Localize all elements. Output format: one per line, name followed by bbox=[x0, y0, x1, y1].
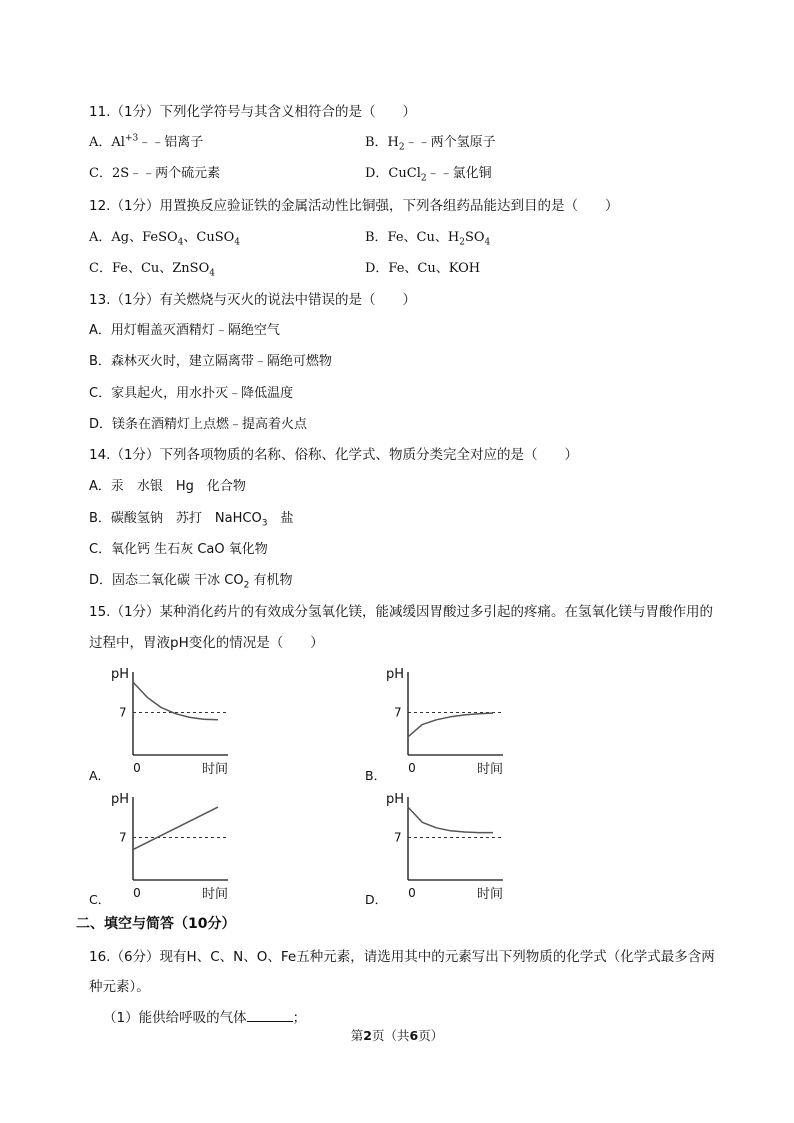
graph-b-letter: B． bbox=[365, 768, 387, 783]
q11-option-a: A．$Al^{+3}﹣﹣$铝离子 bbox=[89, 133, 204, 150]
q11-option-d: D．CuCl$_2$﹣﹣氯化铜 bbox=[365, 166, 492, 184]
graph-c-seven-label: 7 bbox=[119, 830, 127, 845]
q12-option-b: B．Fe、Cu、$H_2SO_4$ bbox=[365, 230, 491, 248]
q12-option-a: A．Ag、FeSO$_4$、CuSO$_4$ bbox=[89, 230, 241, 248]
graph-a-letter: A． bbox=[89, 768, 111, 783]
graph-a-x-label: 时间 bbox=[202, 762, 229, 777]
section-2-heading: 二、填空与简答（10分） bbox=[76, 916, 236, 932]
question-15-stem-line2: 过程中，胃液pH变化的情况是（ ） bbox=[89, 635, 324, 651]
q14-option-c: C．氧化钙 生石灰 CaO 氧化物 bbox=[89, 542, 268, 557]
question-15-stem-line1: 15.（1分）某种消化药片的有效成分氢氧化镁，能减缓因胃酸过多引起的疼痛。在氢氧化镁与胃酸作用的 bbox=[89, 604, 714, 620]
q14-option-b: B．碳酸氢钠 苏打 NaHCO$_3$ 盐 bbox=[89, 511, 294, 529]
graph-d-y-label: pH bbox=[386, 792, 405, 807]
graph-b-seven-label: 7 bbox=[394, 705, 402, 720]
question-16-stem-line1: 16.（6分）现有H、C、N、O、Fe五种元素，请选用其中的元素写出下列物质的化学式（化学式最多含两 bbox=[89, 949, 715, 965]
graph-b-curve bbox=[408, 713, 493, 737]
q13-option-c: C．家具起火，用水扑灭﹣降低温度 bbox=[89, 386, 294, 401]
graph-a-origin-label: 0 bbox=[133, 761, 141, 775]
question-14-stem: 14.（1分）下列各项物质的名称、俗称、化学式、物质分类完全对应的是（ ） bbox=[89, 447, 579, 463]
graph-b-origin-label: 0 bbox=[408, 761, 416, 775]
q11-option-b: B．$H_2﹣﹣$两个氢原子 bbox=[365, 135, 496, 153]
q11-option-c: C．2S﹣﹣两个硫元素 bbox=[89, 166, 221, 181]
graph-b-x-label: 时间 bbox=[477, 762, 504, 777]
q13-option-a: A．用灯帽盖灭酒精灯﹣隔绝空气 bbox=[89, 323, 280, 338]
graph-c-curve bbox=[133, 807, 218, 850]
graph-a-curve bbox=[133, 682, 218, 720]
graph-d-x-label: 时间 bbox=[477, 887, 504, 902]
q14-option-d: D．固态二氧化碳 干冰 $CO_2$ 有机物 bbox=[89, 573, 293, 591]
q13-option-d: D．镁条在酒精灯上点燃﹣提高着火点 bbox=[89, 417, 308, 432]
graph-a-y-label: pH bbox=[111, 667, 130, 682]
q12-option-d: D．Fe、Cu、KOH bbox=[365, 261, 481, 276]
graph-c-origin-label: 0 bbox=[133, 886, 141, 900]
graph-c-letter: C． bbox=[89, 892, 111, 907]
question-11-stem: 11.（1分）下列化学符号与其含义相符合的是（ ） bbox=[89, 104, 417, 120]
q14-option-a: A．汞 水银 Hg 化合物 bbox=[89, 479, 246, 494]
graph-d-letter: D． bbox=[365, 892, 388, 907]
question-12-stem: 12.（1分）用置换反应验证铁的金属活动性比铜强，下列各组药品能达到目的是（ ） bbox=[89, 198, 619, 214]
q13-option-b: B．森林灭火时，建立隔离带﹣隔绝可燃物 bbox=[89, 354, 332, 369]
answer-blank[interactable] bbox=[247, 1009, 293, 1022]
q12-option-c: C．Fe、Cu、ZnSO$_4$ bbox=[89, 261, 215, 279]
question-13-stem: 13.（1分）有关燃烧与灭火的说法中错误的是（ ） bbox=[89, 292, 417, 308]
graph-c-y-label: pH bbox=[111, 792, 130, 807]
graph-d-curve bbox=[408, 807, 493, 833]
question-16-stem-line2: 种元素）。 bbox=[89, 979, 150, 995]
graph-d-seven-label: 7 bbox=[394, 830, 402, 845]
graph-c-x-label: 时间 bbox=[202, 887, 229, 902]
page-footer: 第2页（共6页） bbox=[350, 1028, 444, 1043]
question-16-sub1: （1）能供给呼吸的气体 ； bbox=[103, 1010, 307, 1026]
graph-b-y-label: pH bbox=[386, 667, 405, 682]
graph-a-seven-label: 7 bbox=[119, 705, 127, 720]
graph-d-origin-label: 0 bbox=[408, 886, 416, 900]
